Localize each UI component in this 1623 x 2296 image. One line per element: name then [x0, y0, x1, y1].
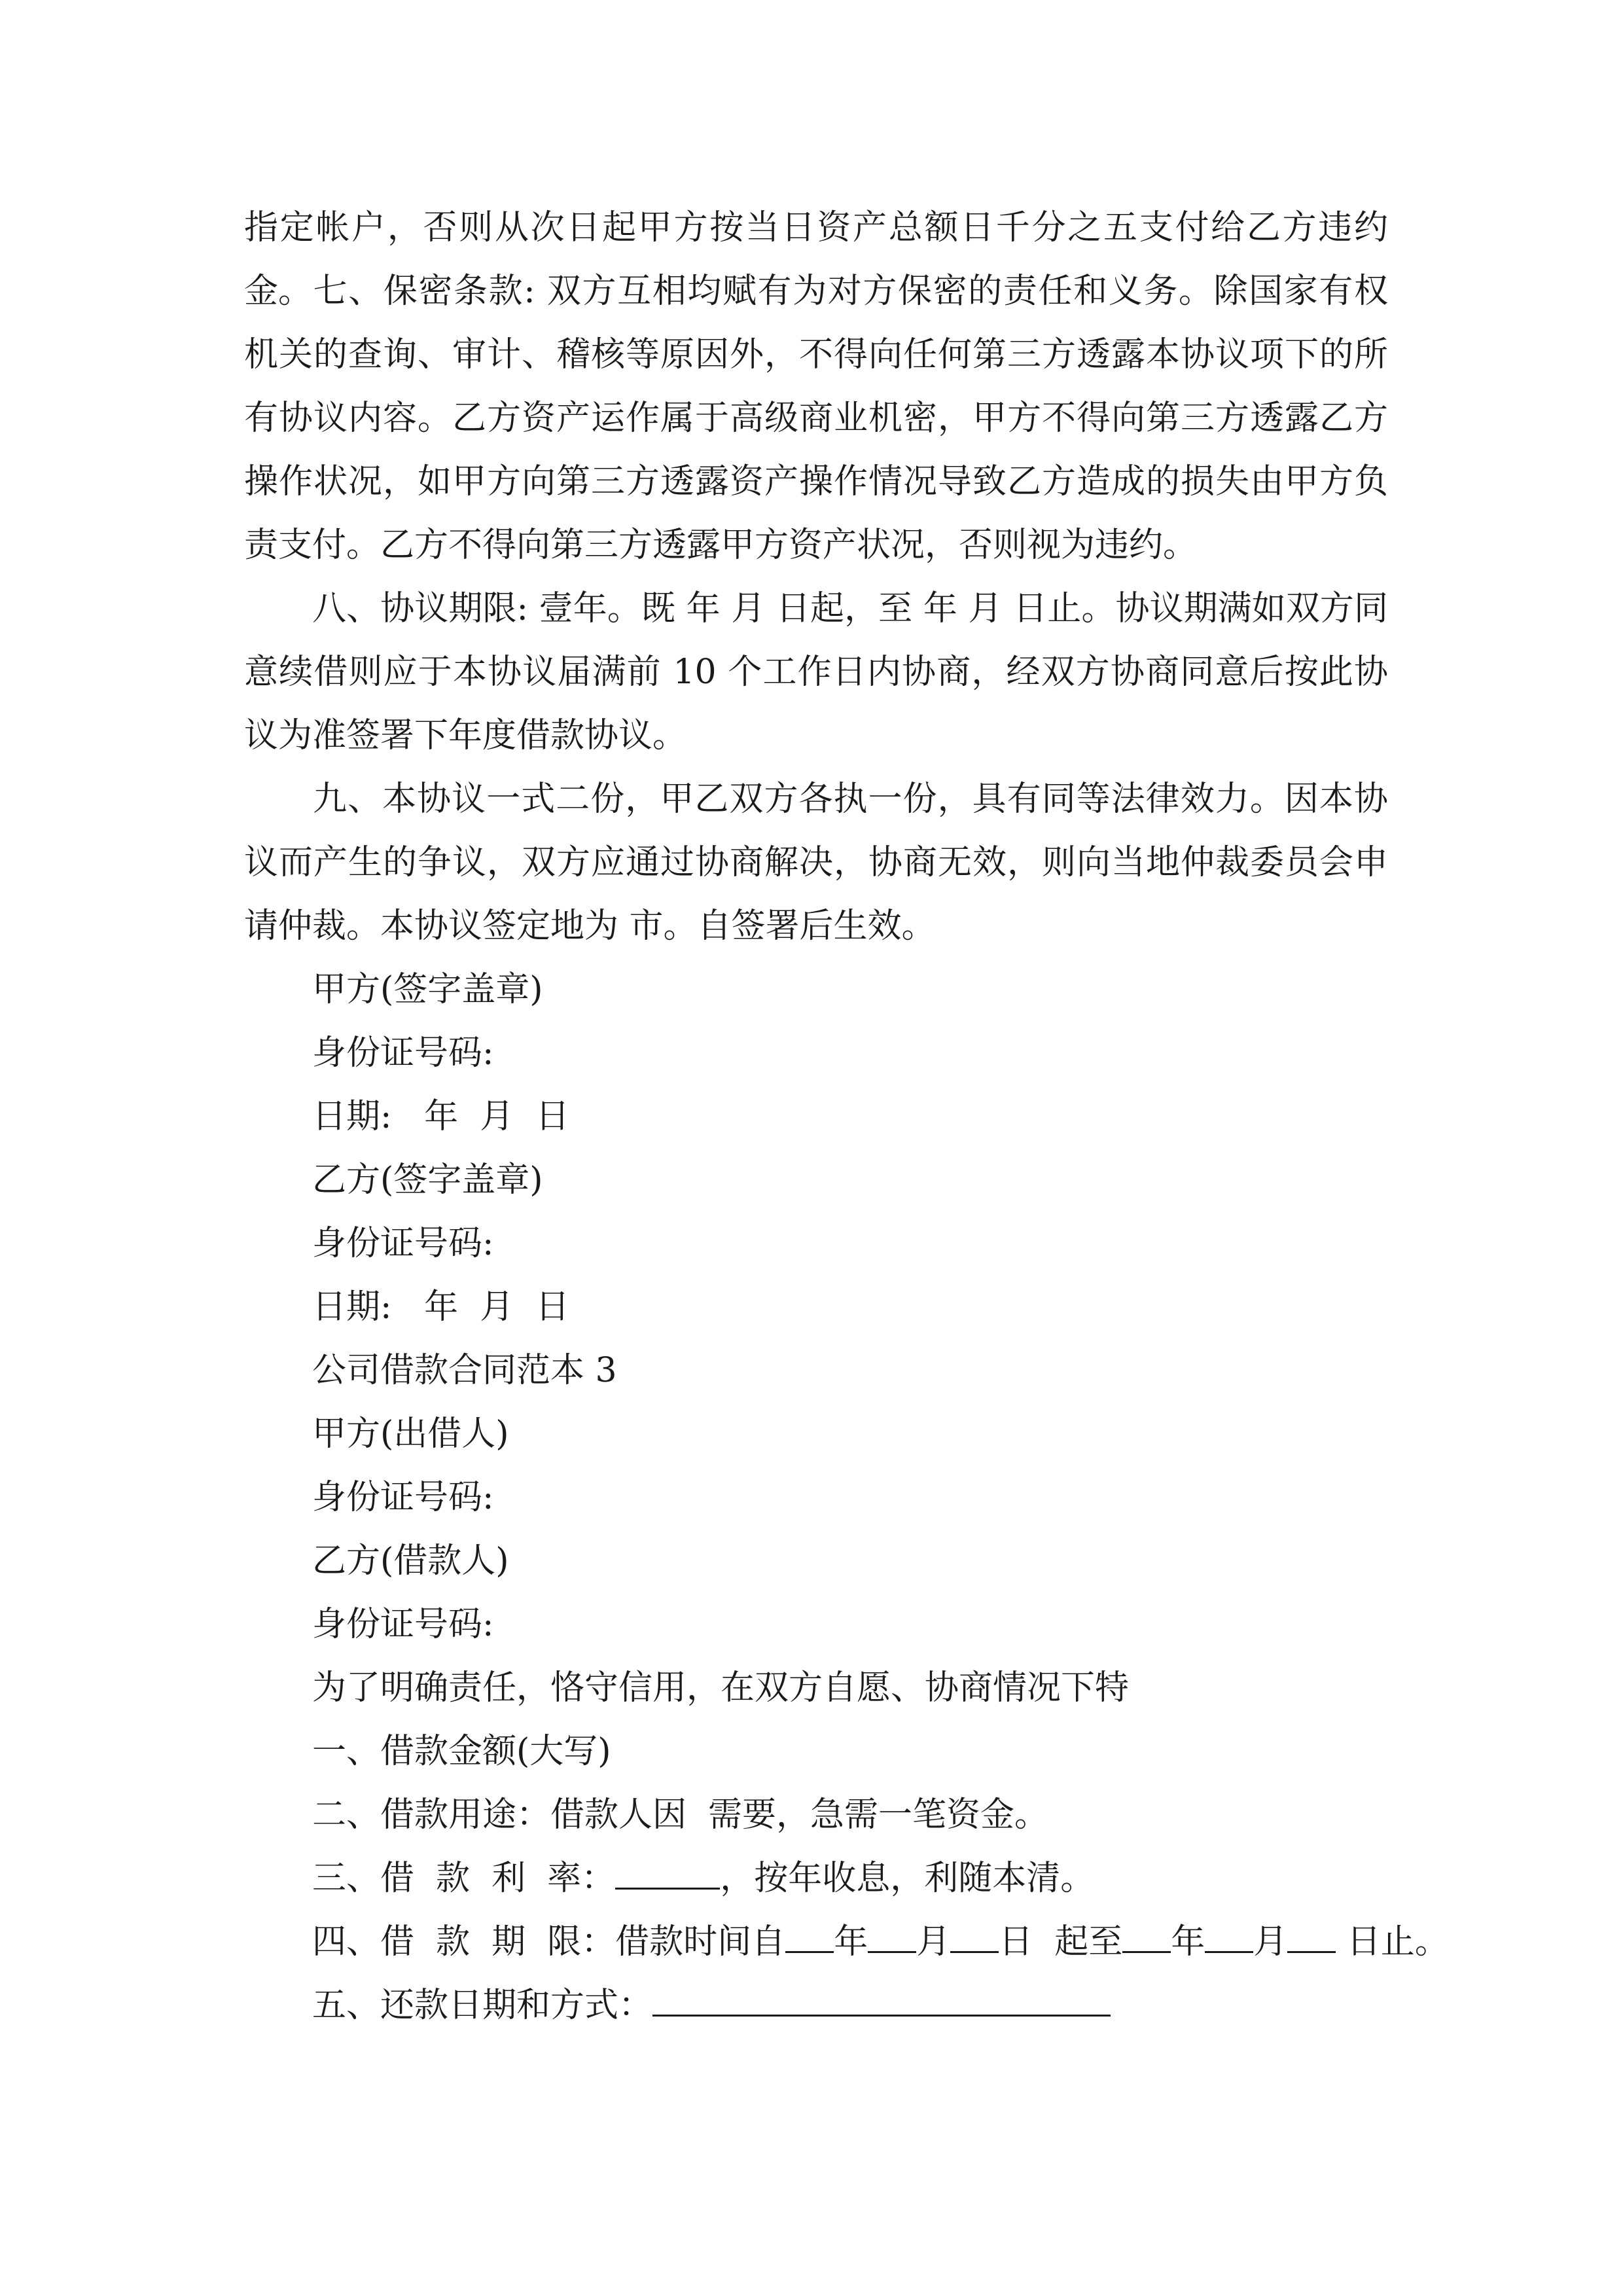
borrower-id-label: 身份证号码: — [312, 1605, 494, 1644]
paragraph-continuation: 指定帐户，否则从次日起甲方按当日资产总额日千分之五支付给乙方违约金。 — [244, 208, 1388, 311]
end-day-blank — [1287, 1917, 1336, 1953]
item-5-repayment: 五、还款日期和方式： — [312, 1974, 1111, 2037]
borrower-label: 乙方(借款人) — [312, 1541, 509, 1581]
clause-9-copies: 九、本协议一式二份，甲乙双方各执一份，具有同等法律效力。因本协议而产生的争议，双方应通过协商解决，协商无效，则向当地仲裁委员会申请仲裁。本协议签定地为 市。自签署后生效。 — [244, 780, 1388, 946]
item-4-loan-term: 四、借 款 期 限：借款时间自 年 月 日 起至 年 月 日止。 — [312, 1910, 1449, 1974]
party-a-signature-label: 甲方(签字盖章) — [312, 970, 543, 1009]
clause-7-confidentiality: 七、保密条款: 双方互相均赋有为对方保密的责任和义务。除国家有权机关的查询、审计、稽核等原因外，不得向任何第三方透露本协议项下的所有协议内容。乙方资产运作属于高级商业机密，甲方不得向第三方透露乙方操作状况，如甲方向第三方透露资产操作情况导致乙方造成的损失由甲方负责支付。乙方不得向第三方透露甲方资产状况，否则视为违约。 — [244, 272, 1388, 565]
item-3-interest-rate: 三、借 款 利 率： ，按年收息，利随本清。 — [312, 1847, 1094, 1910]
lender-label: 甲方(出借人) — [312, 1414, 509, 1454]
start-year-blank — [785, 1917, 834, 1953]
party-a-id-label: 身份证号码: — [312, 1033, 494, 1073]
interest-rate-blank — [615, 1854, 720, 1890]
item-2-purpose: 二、借款用途：借款人因 需要，急需一笔资金。 — [312, 1795, 1049, 1835]
item-1-amount: 一、借款金额(大写) — [312, 1732, 611, 1771]
lender-id-label: 身份证号码: — [312, 1478, 494, 1517]
party-b-date-label: 日期: 年 月 日 — [312, 1287, 570, 1327]
end-year-blank — [1122, 1917, 1171, 1953]
party-b-signature-label: 乙方(签字盖章) — [312, 1160, 543, 1200]
end-month-blank — [1205, 1917, 1253, 1953]
repayment-method-blank — [652, 1981, 1111, 2017]
party-b-id-label: 身份证号码: — [312, 1224, 494, 1263]
start-month-blank — [868, 1917, 916, 1953]
start-day-blank — [950, 1917, 999, 1953]
contract-3-title: 公司借款合同范本 3 — [312, 1351, 617, 1390]
party-a-date-label: 日期: 年 月 日 — [312, 1097, 570, 1136]
clause-8-term: 八、协议期限: 壹年。既 年 月 日起，至 年 月 日止。协议期满如双方同意续借则应于本协议届满前 10 个工作日内协商，经双方协商同意后按此协议为准签署下年度借款协议。 — [244, 589, 1388, 755]
contract-intro: 为了明确责任，恪守信用，在双方自愿、协商情况下特 — [312, 1668, 1130, 1708]
